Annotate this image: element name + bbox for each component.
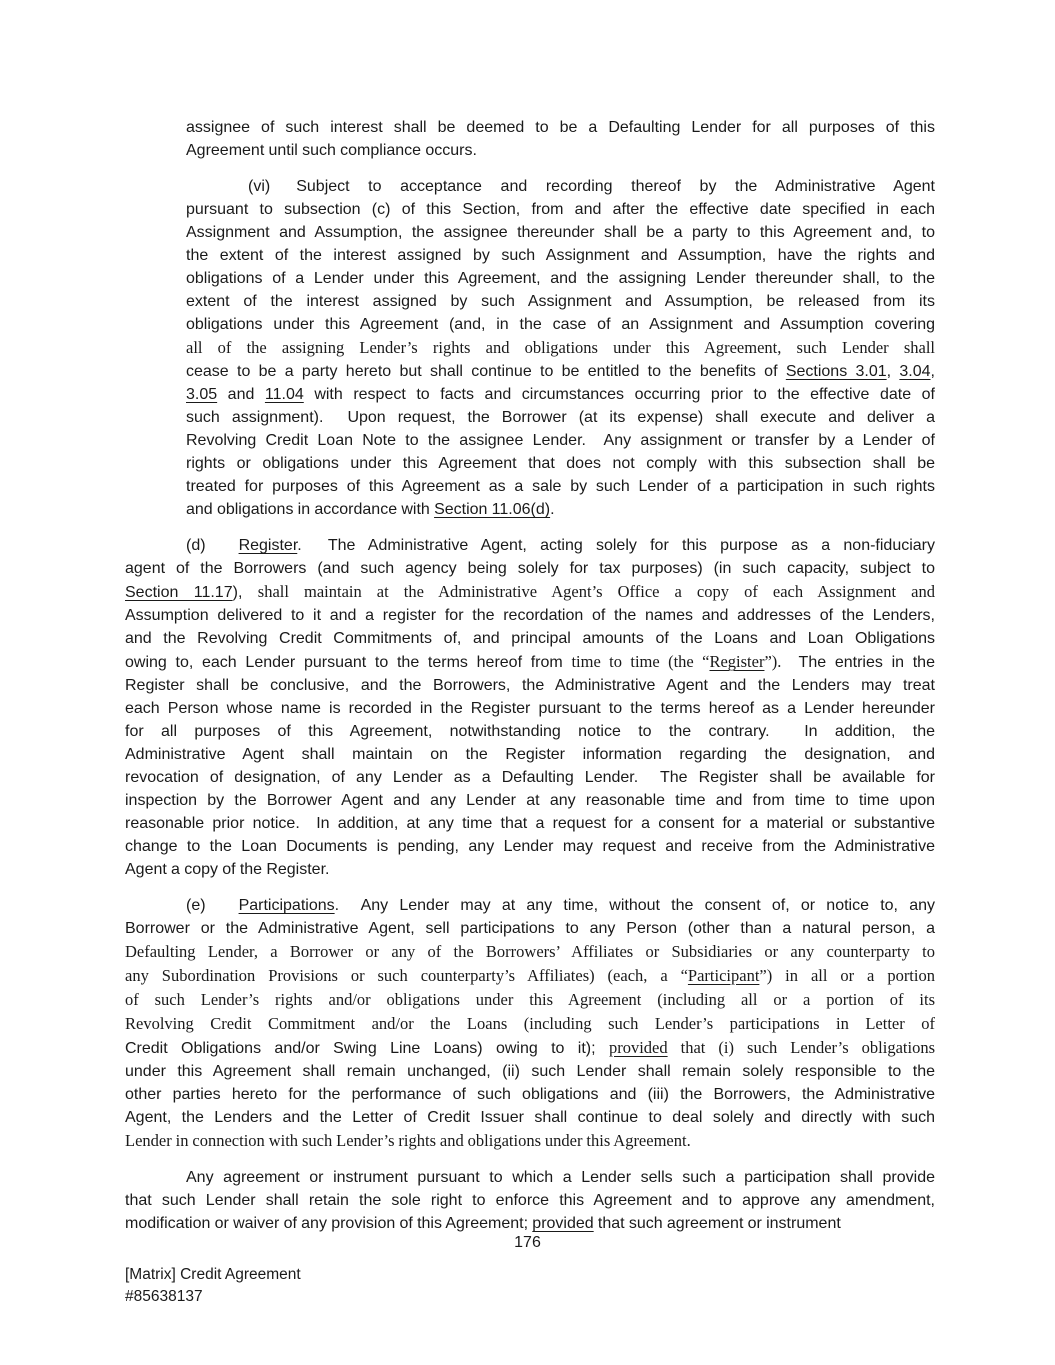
text-run: (d) [186,537,206,554]
text-line [125,697,935,720]
text-run: the extent of the interest assigned by such Assignment and Assumption, have the rights and [186,247,935,264]
text-run: such assignment). Upon request, the Borrower (at its expense) shall execute and deliver a [186,409,935,426]
underlined-text: provided [532,1215,594,1232]
text-run: Borrower or the Administrative Agent, sell participations to any Person (other than a natural person, a [125,920,935,937]
text-line [125,858,935,881]
text-line [125,940,935,964]
text-run: . Any Lender may at any time, without the consent of, or notice to, any [334,897,935,914]
tab-spacer [125,909,186,910]
text-line [186,360,935,383]
text-run: and [217,386,265,403]
text-run: assignee of such interest shall be deemed to be a Defaulting Lender for all purposes of this [186,119,935,136]
paragraph [125,534,935,881]
text-line [125,812,935,835]
text-line [186,175,935,198]
text-run: agent of the Borrowers (and such agency being solely for tax purposes) (in such capacity, subject to [125,560,935,577]
text-run: inspection by the Borrower Agent and any Lender at any reasonable time and from time to time upon [125,792,935,809]
tab-spacer [125,549,186,550]
underlined-text: Participations [238,897,335,914]
text-line [125,766,935,789]
text-run: that such Lender shall retain the sole right to enforce this Agreement and to approve any amendment, [125,1192,935,1209]
underlined-text: Section 11.06(d) [434,501,551,518]
text-run: Agent, the Lenders and the Letter of Credit Issuer shall continue to deal solely and directly with such [125,1109,935,1126]
text-line [186,336,935,360]
text-line [186,139,935,162]
text-line [125,720,935,743]
text-line [125,1060,935,1083]
text-line [125,1036,935,1060]
text-run: Administrative Agent shall maintain on the Register information regarding the designation, and [125,746,935,763]
footer-document-title: [Matrix] Credit Agreement [125,1266,301,1283]
text-run: reasonable prior notice. In addition, at any time that a request for a consent for a material or substantive [125,815,935,832]
text-run: modification or waiver of any provision of this Agreement; [125,1215,533,1232]
tab-spacer [186,190,248,191]
text-run: Assignment and Assumption, the assignee thereunder shall be a party to this Agreement and, to [186,224,935,241]
text-run: and the Revolving Credit Commitments of, and principal amounts of the Loans and Loan Obligations [125,630,935,647]
text-line [186,475,935,498]
text-line [125,1083,935,1106]
underlined-text: Section 11.17 [125,584,233,601]
text-run: The entries in the [781,654,935,671]
text-line [125,580,935,604]
text-run: time to time (the “ [571,652,710,671]
underlined-text: 3.04 [899,363,931,380]
text-run: pursuant to subsection (c) of this Section, from and after the effective date specified in each [186,201,935,218]
text-run: Revolving Credit Commitment and/or the Loans (including such Lender’s participations in Letter of [125,1014,935,1033]
page-number: 176 [514,1234,541,1251]
underlined-text: Register [238,537,298,554]
text-run: Any agreement or instrument pursuant to which a Lender sells such a participation shall provide [186,1169,935,1186]
text-line [186,406,935,429]
underlined-text: Sections 3.01 [785,363,887,380]
text-run: ”) in all or a portion [759,966,935,985]
text-run: for all purposes of this Agreement, notwithstanding notice to the contrary. In addition, the [125,723,935,740]
text-run: Agreement until such compliance occurs. [186,142,477,159]
page-footer [125,1264,301,1308]
text-run: all of the assigning Lender’s rights and obligations under this Agreement, such Lender shall [186,338,935,357]
text-run: , [886,363,900,380]
text-run: ”). [764,652,782,671]
text-run: rights or obligations under this Agreement that does not comply with this subsection shall be [186,455,935,472]
underlined-text: provided [608,1038,668,1057]
text-line [125,534,935,557]
paragraph [125,1166,935,1235]
text-run: Subject to acceptance and recording thereof by the Administrative Agent [296,178,935,195]
text-run: treated for purposes of this Agreement as a sale by such Lender of a participation in such rights [186,478,935,495]
text-run: Lender in connection with such Lender’s rights and obligations under this Agreement. [125,1131,691,1150]
text-run: and obligations in accordance with [186,501,435,518]
text-line [125,650,935,674]
underlined-text: Participant [687,966,760,985]
text-line [186,452,935,475]
text-line [125,1106,935,1129]
underlined-text: 3.05 [186,386,218,403]
text-run: under this Agreement shall remain unchanged, (ii) such Lender shall remain solely responsible to the [125,1063,935,1080]
tab-spacer [125,1181,186,1182]
text-run: other parties hereto for the performance of such obligations and (iii) the Borrowers, the Administrative [125,1086,935,1103]
text-run: Revolving Credit Loan Note to the assignee Lender. Any assignment or transfer by a Lender of [186,432,935,449]
text-run: obligations of a Lender under this Agreement, and the assigning Lender thereunder shall, to the [186,270,935,287]
text-run: Agent a copy of the Register. [125,861,330,878]
text-run: ), [232,584,258,601]
text-run: (vi) [248,178,271,195]
text-line [186,383,935,406]
text-run: shall maintain at the Administrative Agent’s Office a copy of each Assignment and [257,582,935,601]
text-line [125,835,935,858]
text-run: Credit Obligations and/or Swing Line Loans) owing to it); [125,1040,609,1057]
text-line [125,988,935,1012]
tab-spacer [206,909,239,910]
text-line [186,267,935,290]
underlined-text: 11.04 [264,386,304,403]
text-line [125,1166,935,1189]
text-run: each Person whose name is recorded in the Register pursuant to the terms hereof as a Lender hereunder [125,700,935,717]
tab-spacer [270,190,296,191]
text-line [186,290,935,313]
text-line [125,964,935,988]
text-run: (e) [186,897,206,914]
text-line [125,557,935,580]
text-run: Defaulting Lender, a Borrower or any of the Borrowers’ Affiliates or Subsidiaries or any counterparty to [125,942,935,961]
text-run: . [550,501,555,518]
text-run: obligations under this Agreement (and, in the case of an Assignment and Assumption covering [186,316,935,333]
paragraph [186,175,935,521]
text-line [125,674,935,697]
tab-spacer [206,549,239,550]
text-line [125,1129,935,1153]
text-run: Register shall be conclusive, and the Borrowers, the Administrative Agent and the Lenders may treat [125,677,935,694]
text-run: change to the Loan Documents is pending, any Lender may request and receive from the Administrative [125,838,935,855]
text-line [125,604,935,627]
text-line [186,221,935,244]
text-run: owing to, each Lender pursuant to the terms hereof from [125,654,572,671]
text-line [186,313,935,336]
text-line [125,894,935,917]
text-run: extent of the interest assigned by such Assignment and Assumption, be released from its [186,293,935,310]
text-run: cease to be a party hereto but shall continue to be entitled to the benefits of [186,363,786,380]
text-line [186,116,935,139]
footer-document-id: #85638137 [125,1288,203,1305]
text-line [186,498,935,521]
text-run: , [930,363,935,380]
text-run: . The Administrative Agent, acting solely for this purpose as a non-fiduciary [297,537,935,554]
text-line [125,1189,935,1212]
text-run: revocation of designation, of any Lender as a Defaulting Lender. The Register shall be available for [125,769,935,786]
text-line [125,917,935,940]
text-line [125,627,935,650]
text-run: Assumption delivered to it and a register for the recordation of the names and addresses of the Lenders, [125,607,935,624]
text-run: that (i) such Lender’s obligations [667,1038,935,1057]
paragraph [186,116,935,162]
text-line [186,429,935,452]
text-line [125,789,935,812]
text-line [186,244,935,267]
text-run: that such agreement or instrument [593,1215,841,1232]
text-line [125,743,935,766]
document-body [125,116,935,1235]
text-line [125,1012,935,1036]
text-run: with respect to facts and circumstances occurring prior to the effective date of [303,386,935,403]
text-run: any Subordination Provisions or such counterparty’s Affiliates) (each, a “ [125,966,688,985]
text-run: of such Lender’s rights and/or obligations under this Agreement (including all or a portion of its [125,990,935,1009]
paragraph [125,894,935,1153]
text-line [186,198,935,221]
underlined-text: Register [709,652,765,671]
